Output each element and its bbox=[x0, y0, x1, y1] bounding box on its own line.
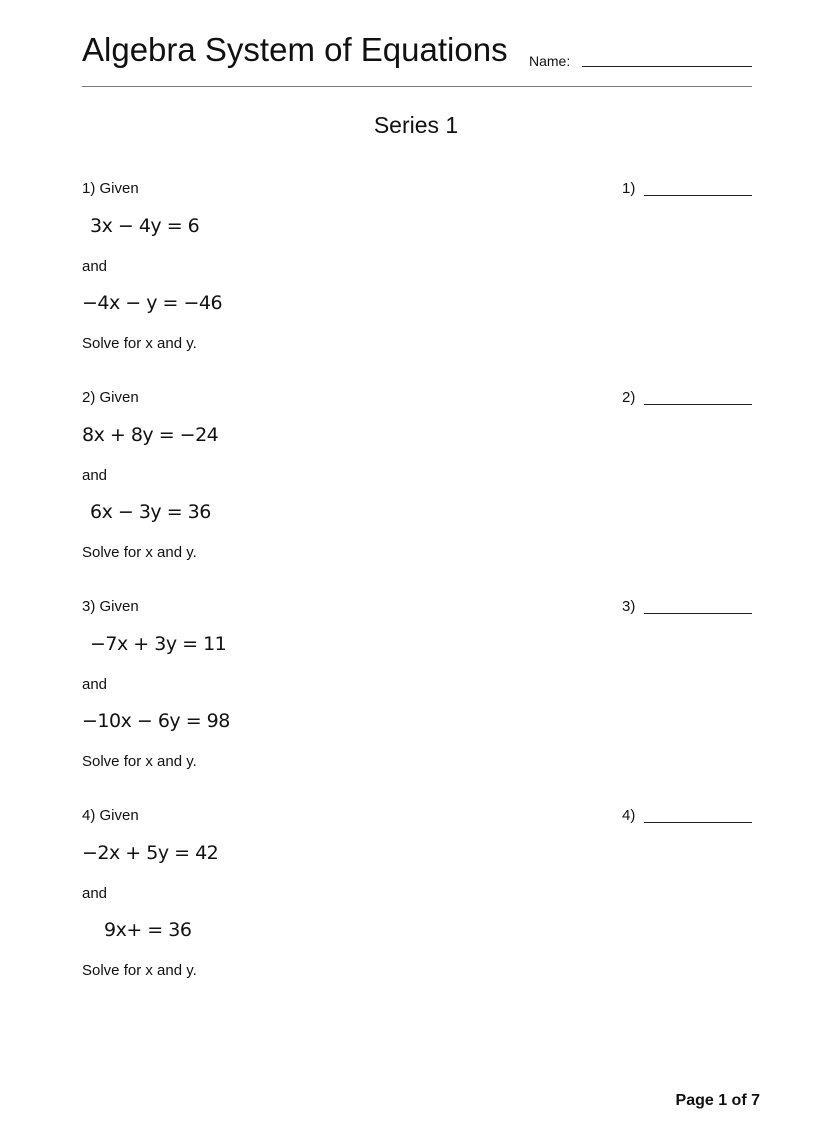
problem-instruction: Solve for x and y. bbox=[82, 335, 197, 352]
worksheet-header bbox=[82, 30, 752, 70]
problem-equation-1: 8x + 8y = −24 bbox=[82, 424, 219, 446]
problem-equation-2: −10x − 6y = 98 bbox=[82, 710, 230, 732]
problem-2 bbox=[82, 389, 752, 569]
problem-3 bbox=[82, 598, 752, 778]
page-number: Page 1 of 7 bbox=[675, 1092, 760, 1109]
problem-equation-1: 3x − 4y = 6 bbox=[90, 215, 200, 237]
problem-equation-1: −7x + 3y = 11 bbox=[90, 633, 227, 655]
answer-blank[interactable] bbox=[622, 598, 752, 618]
worksheet-title: Algebra System of Equations bbox=[82, 31, 508, 68]
answer-number: 2) bbox=[622, 389, 636, 406]
problem-instruction: Solve for x and y. bbox=[82, 544, 197, 561]
problem-given-label: 1) Given bbox=[82, 180, 139, 197]
problem-and-label: and bbox=[82, 258, 108, 275]
problem-4 bbox=[82, 807, 752, 987]
answer-line[interactable] bbox=[644, 195, 752, 196]
problem-and-label: and bbox=[82, 467, 108, 484]
answer-line[interactable] bbox=[644, 404, 752, 405]
answer-line[interactable] bbox=[644, 613, 752, 614]
answer-number: 1) bbox=[622, 180, 636, 197]
answer-blank[interactable] bbox=[622, 389, 752, 409]
name-label: Name: bbox=[529, 53, 571, 69]
series-title: Series 1 bbox=[373, 112, 459, 138]
problem-equation-2: 6x − 3y = 36 bbox=[90, 501, 211, 523]
name-blank-line[interactable] bbox=[582, 66, 752, 67]
problem-given-label: 3) Given bbox=[82, 598, 139, 615]
answer-blank[interactable] bbox=[622, 807, 752, 827]
header-divider bbox=[82, 86, 752, 87]
problem-instruction: Solve for x and y. bbox=[82, 753, 197, 770]
answer-number: 3) bbox=[622, 598, 636, 615]
answer-line[interactable] bbox=[644, 822, 752, 823]
problem-equation-2: 9x+ = 36 bbox=[104, 919, 192, 941]
problem-and-label: and bbox=[82, 676, 108, 693]
problem-equation-1: −2x + 5y = 42 bbox=[82, 842, 219, 864]
problem-and-label: and bbox=[82, 885, 108, 902]
problem-given-label: 4) Given bbox=[82, 807, 139, 824]
problem-instruction: Solve for x and y. bbox=[82, 962, 197, 979]
answer-number: 4) bbox=[622, 807, 636, 824]
problem-given-label: 2) Given bbox=[82, 389, 139, 406]
problem-equation-2: −4x − y = −46 bbox=[82, 292, 223, 314]
problem-1 bbox=[82, 180, 752, 360]
answer-blank[interactable] bbox=[622, 180, 752, 200]
